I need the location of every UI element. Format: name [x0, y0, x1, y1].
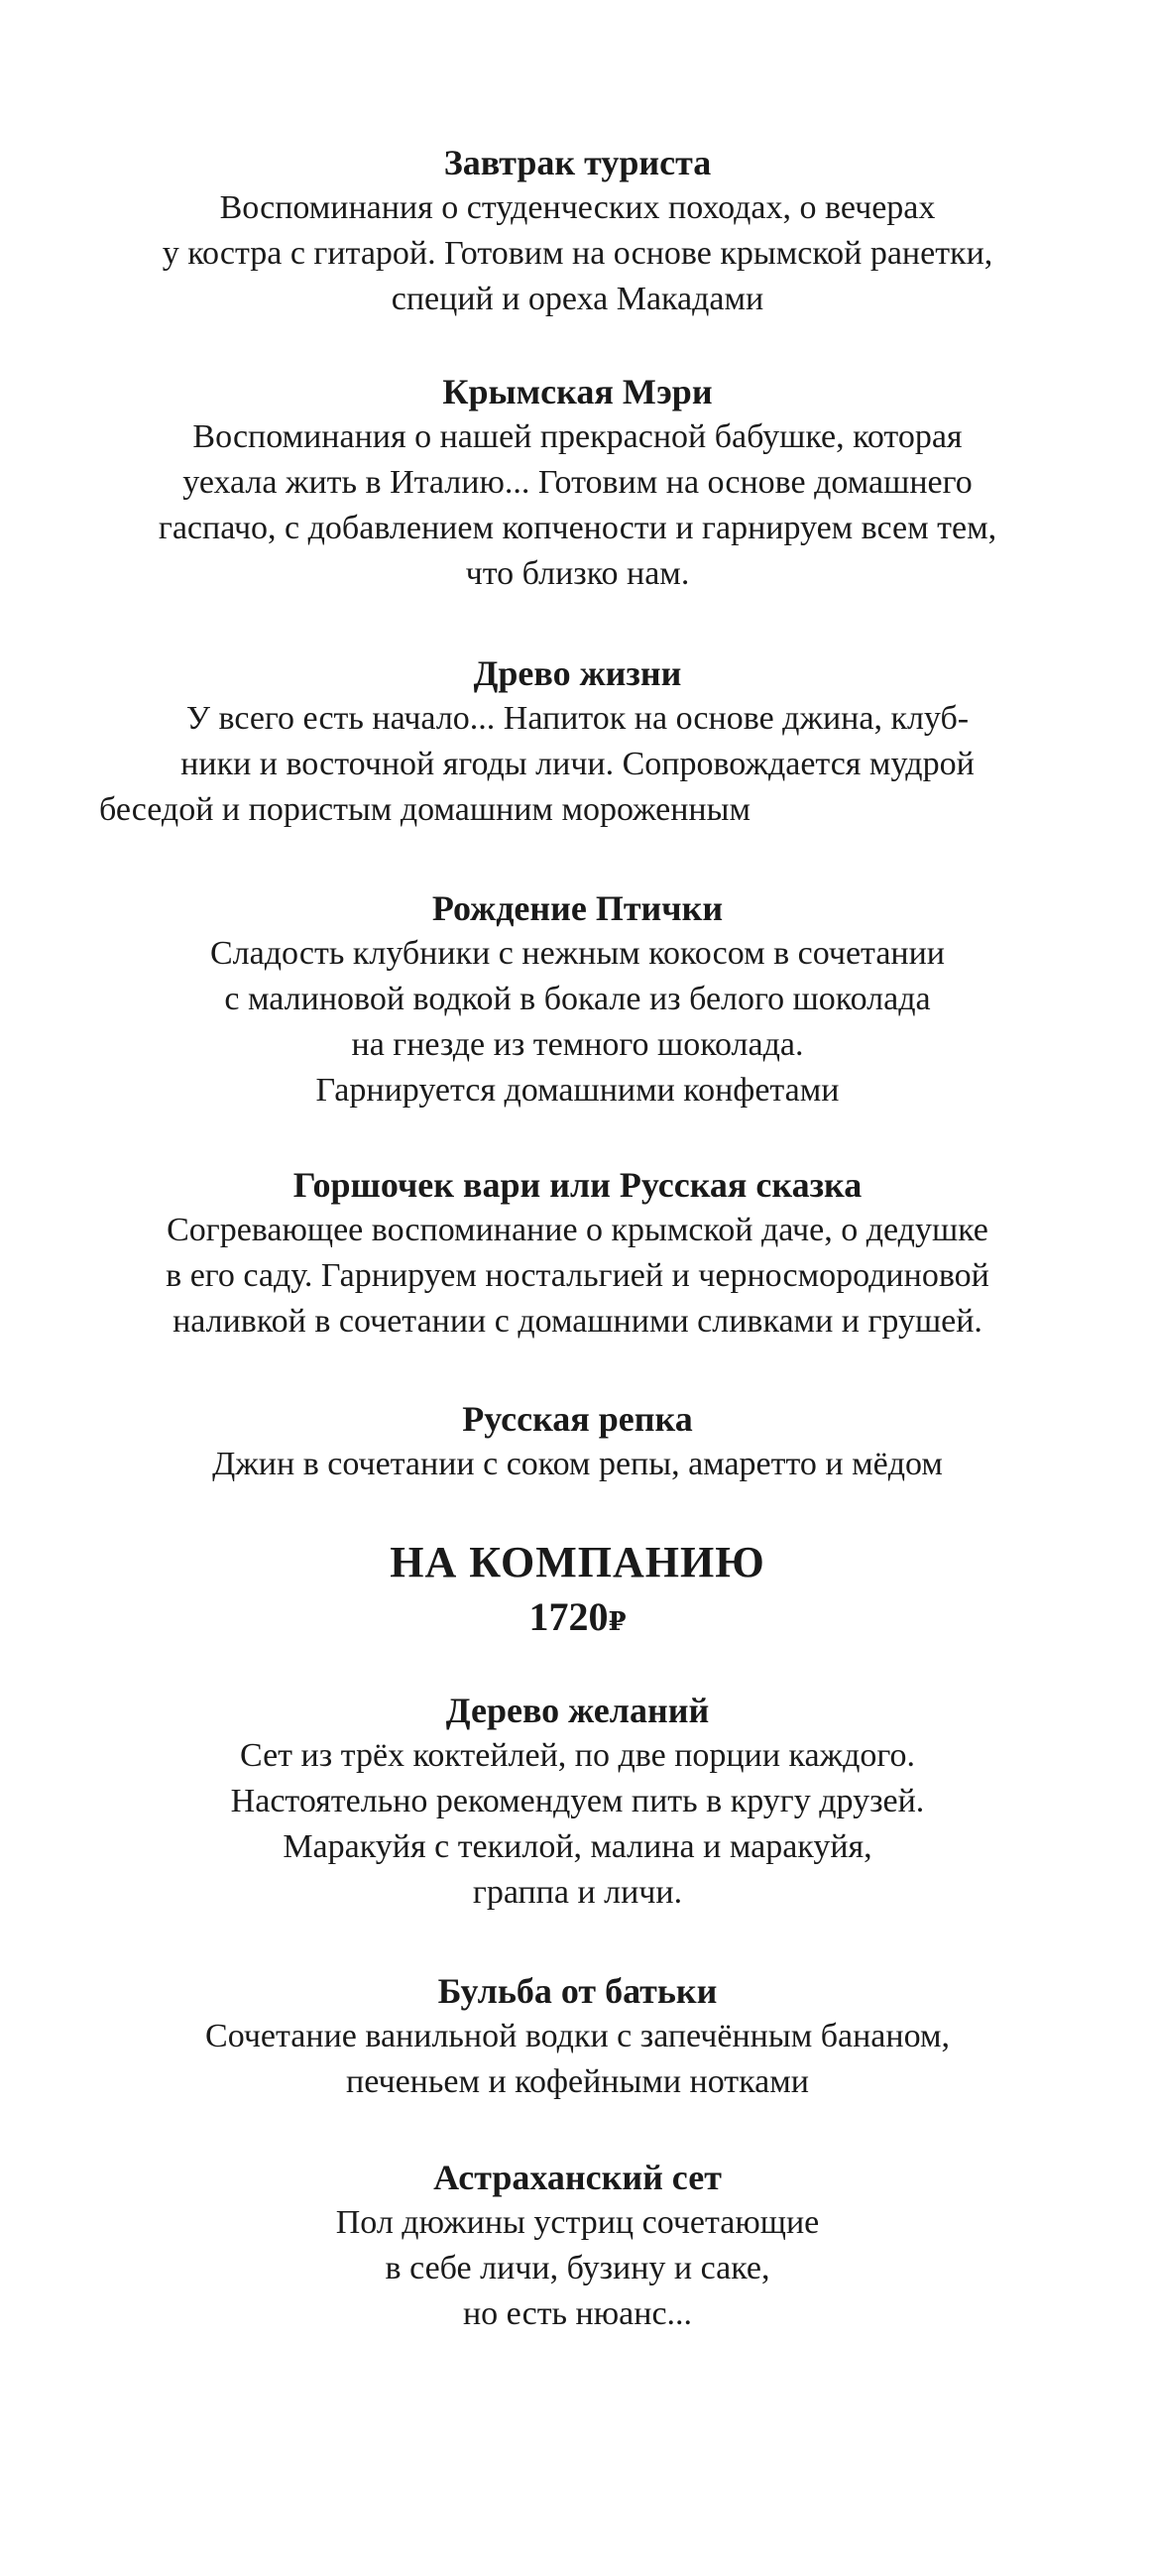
item-description-line: специй и ореха Макадами — [391, 281, 764, 317]
item-description-line: ники и восточной ягоды личи. Сопровождается мудрой — [180, 746, 975, 782]
item-description-line: наливкой в сочетании с домашними сливками и грушей. — [173, 1303, 982, 1340]
item-description-line: уехала жить в Италию... Готовим на основе домашнего — [182, 464, 973, 501]
price-value: 1720 — [528, 1594, 609, 1639]
menu-item-russian-tale — [59, 1162, 1096, 1345]
item-description-line: Джин в сочетании с соком репы, амаретто и мёдом — [212, 1446, 943, 1482]
menu-item-tree-of-life — [59, 650, 1096, 833]
menu-item-crimean-mary — [59, 369, 1096, 597]
item-description-line: в его саду. Гарнируем ностальгией и черносмородиновой — [166, 1257, 989, 1294]
item-description-line: Сет из трёх коктейлей, по две порции каждого. — [240, 1737, 915, 1774]
item-title: Бульба от батьки — [437, 1971, 718, 2011]
item-description-line: Настоятельно рекомендуем пить в кругу друзей. — [230, 1783, 925, 1819]
item-description-line: с малиновой водкой в бокале из белого шоколада — [224, 981, 931, 1017]
item-description-line: но есть нюанс... — [462, 2295, 693, 2332]
menu-item-wish-tree — [59, 1688, 1096, 1916]
item-description-line: Сочетание ванильной водки с запечённым бананом, — [205, 2018, 950, 2054]
item-title: Рождение Птички — [431, 888, 724, 928]
item-title: Завтрак туриста — [443, 143, 712, 182]
item-description-line: гаспачо, с добавлением копчености и гарнируем всем тем, — [158, 510, 997, 546]
item-description-line: беседой и пористым домашним мороженным — [99, 791, 751, 828]
item-description-line: что близко нам. — [465, 555, 690, 592]
item-description-line: в себе личи, бузину и саке, — [385, 2250, 770, 2286]
menu-item-russian-turnip — [59, 1396, 1096, 1487]
menu-item-astrakhan-set — [59, 2155, 1096, 2337]
item-description-line: у костра с гитарой. Готовим на основе крымской ранетки, — [162, 235, 993, 272]
item-description-line: Согревающее воспоминание о крымской даче, о дедушке — [167, 1212, 988, 1248]
item-title: Дерево желаний — [445, 1691, 710, 1730]
menu-item-birth-of-bird — [59, 885, 1096, 1113]
item-description-line: граппа и личи. — [472, 1874, 683, 1911]
item-description-line: на гнезде из темного шоколада. — [351, 1026, 804, 1063]
section-header-company — [59, 1535, 1096, 1649]
item-title: Астраханский сет — [433, 2158, 722, 2197]
item-description-line: Пол дюжины устриц сочетающие — [335, 2204, 820, 2241]
item-description-line: Гарнируется домашними конфетами — [315, 1072, 840, 1109]
item-description-line: Сладость клубники с нежным кокосом в сочетании — [210, 935, 945, 972]
section-price — [59, 1590, 1096, 1649]
menu-item-breakfast — [59, 140, 1096, 322]
item-title: Горшочек вари или Русская сказка — [292, 1165, 863, 1205]
item-title: Крымская Мэри — [442, 372, 713, 411]
item-title: Древо жизни — [473, 653, 682, 693]
ruble-sign: ₽ — [608, 1607, 627, 1636]
section-title: НА КОМПАНИЮ — [390, 1538, 765, 1586]
item-title: Русская репка — [462, 1399, 693, 1439]
item-description-line: Воспоминания о нашей прекрасной бабушке, которая — [192, 418, 963, 455]
item-description-line: печеньем и кофейными нотками — [346, 2063, 809, 2100]
item-description-line: Маракуйя с текилой, малина и маракуйя, — [283, 1828, 872, 1865]
menu-item-bulba — [59, 1968, 1096, 2105]
item-description-line: У всего есть начало... Напиток на основе джина, клуб- — [185, 700, 970, 737]
item-description-line: Воспоминания о студенческих походах, о вечерах — [219, 189, 936, 226]
